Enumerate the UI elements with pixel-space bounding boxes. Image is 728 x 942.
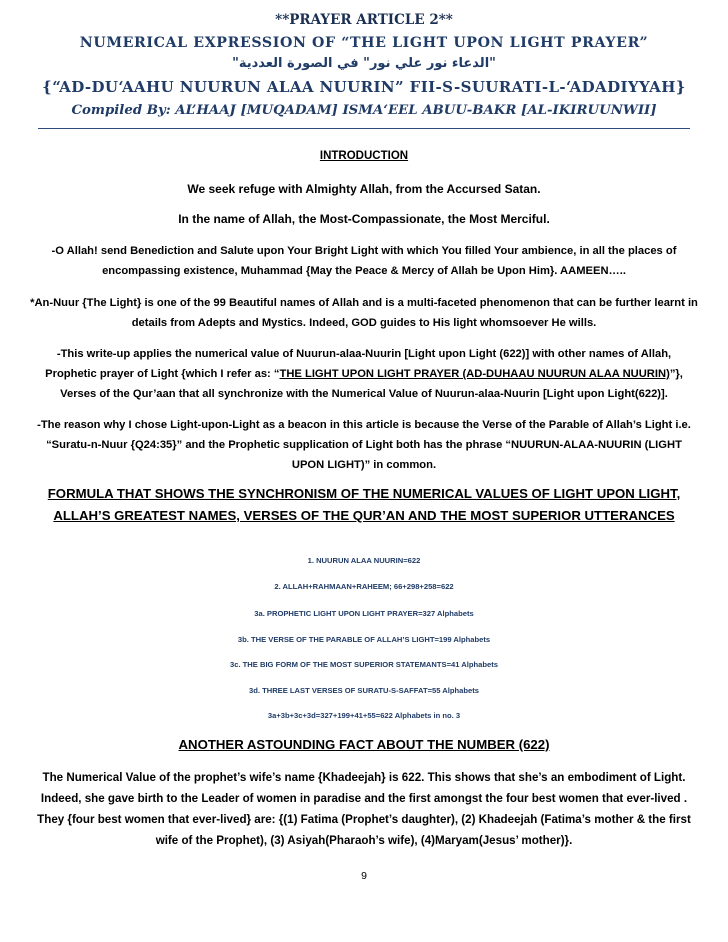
header-divider — [38, 128, 690, 129]
paragraph-reason: -The reason why I chose Light-upon-Light as a beacon in this article is because the Verse of the Parable of Allah’s Light i.e. “Suratu-n-Nuur {Q24:35}” and the Prophetic supplication of Light both has the phrase “NUURUN-ALAA-NUURIN (LIGHT UPON LIGHT)” in common. — [37, 419, 691, 471]
formula-item-3a: 3a. PROPHETIC LIGHT UPON LIGHT PRAYER=327 Alphabets — [254, 609, 474, 618]
formula-item-3d: 3d. THREE LAST VERSES OF SURATU-S-SAFFAT=55 Alphabets — [248, 686, 480, 695]
compiled-by: Compiled By: AL’HAAJ [MUQADAM] ISMA‘EEL ABUU-BAKR [AL-IKIRUUNWII] — [71, 103, 657, 118]
formula-item-sum: 3a+3b+3c+3d=327+199+41+55=622 Alphabets in no. 3 — [267, 711, 461, 720]
paragraph-write-up — [30, 344, 698, 404]
formula-item-3c: 3c. THE BIG FORM OF THE MOST SUPERIOR STATEMANTS=41 Alphabets — [230, 660, 498, 669]
basmala-line: In the name of Allah, the Most-Compassionate, the Most Merciful. — [178, 212, 550, 226]
fact-heading: ANOTHER ASTOUNDING FACT ABOUT THE NUMBER (622) — [178, 737, 550, 752]
introduction-heading: INTRODUCTION — [319, 150, 409, 162]
arabic-title: "الدعاء نور علي نور" في الصورة العددية" — [232, 56, 496, 71]
paragraph-write-up-text: -This write-up applies the numerical value of Nuurun-alaa-Nuurin [Light upon Light (622)] with other names of Allah, Prophetic prayer of Light {which I refer as: “ — [45, 348, 672, 380]
article-title: **PRAYER ARTICLE 2** — [275, 12, 453, 28]
transliterated-title: {“AD-DU‘AAHU NUURUN ALAA NUURIN” FII-S-SUURATI-L-‘ADADIYYAH} — [42, 78, 686, 96]
formula-item-1: 1. NUURUN ALAA NUURIN=622 — [307, 556, 421, 565]
formula-heading-line1: FORMULA THAT SHOWS THE SYNCHRONISM OF THE NUMERICAL VALUES OF LIGHT UPON LIGHT, — [47, 486, 681, 501]
page-number: 9 — [361, 870, 367, 882]
paragraph-write-up-text-end: ”}, Verses of the Qur’aan that all synchronize with the Numerical Value of Nuurun-alaa-Nuurin [Light upon Light(622)]. — [60, 368, 683, 400]
fact-paragraph: The Numerical Value of the prophet’s wife’s name {Khadeejah} is 622. This shows that she’s an embodiment of Light. Indeed, she gave birth to the Leader of women in paradise and the first amongst the four best women that ever-lived . They {four best women that ever-lived} are: {(1) Fatima (Prophet’s daughter), (2) Khadeejah (Fatima’s mother & the first wife of the Prophet), (3) Asiyah(Pharaoh’s wife), (4)Maryam(Jesus’ mother)}. — [37, 771, 691, 847]
light-upon-light-prayer-link[interactable]: THE LIGHT UPON LIGHT PRAYER (AD-DUHAAU NUURUN ALAA NUURIN) — [279, 368, 670, 380]
formula-item-3b: 3b. THE VERSE OF THE PARABLE OF ALLAH’S LIGHT=199 Alphabets — [237, 635, 491, 644]
formula-heading-line2: ALLAH’S GREATEST NAMES, VERSES OF THE QUR’AN AND THE MOST SUPERIOR UTTERANCES — [53, 508, 675, 523]
paragraph-an-nuur: *An-Nuur {The Light} is one of the 99 Beautiful names of Allah and is a multi-faceted phenomenon that can be further learnt in details from Adepts and Mystics. Indeed, GOD guides to His light whomsoever He wills. — [30, 297, 698, 329]
paragraph-benediction: -O Allah! send Benediction and Salute upon Your Bright Light with which You filled Your ambience, in all the places of encompassing existence, Muhammad {May the Peace & Mercy of Allah be Upon Him}. AAMEEN….. — [51, 245, 677, 277]
article-subtitle: NUMERICAL EXPRESSION OF “THE LIGHT UPON LIGHT PRAYER” — [79, 35, 649, 51]
formula-item-2: 2. ALLAH+RAHMAAN+RAHEEM; 66+298+258=622 — [274, 582, 454, 591]
refuge-line: We seek refuge with Almighty Allah, from the Accursed Satan. — [187, 182, 541, 196]
